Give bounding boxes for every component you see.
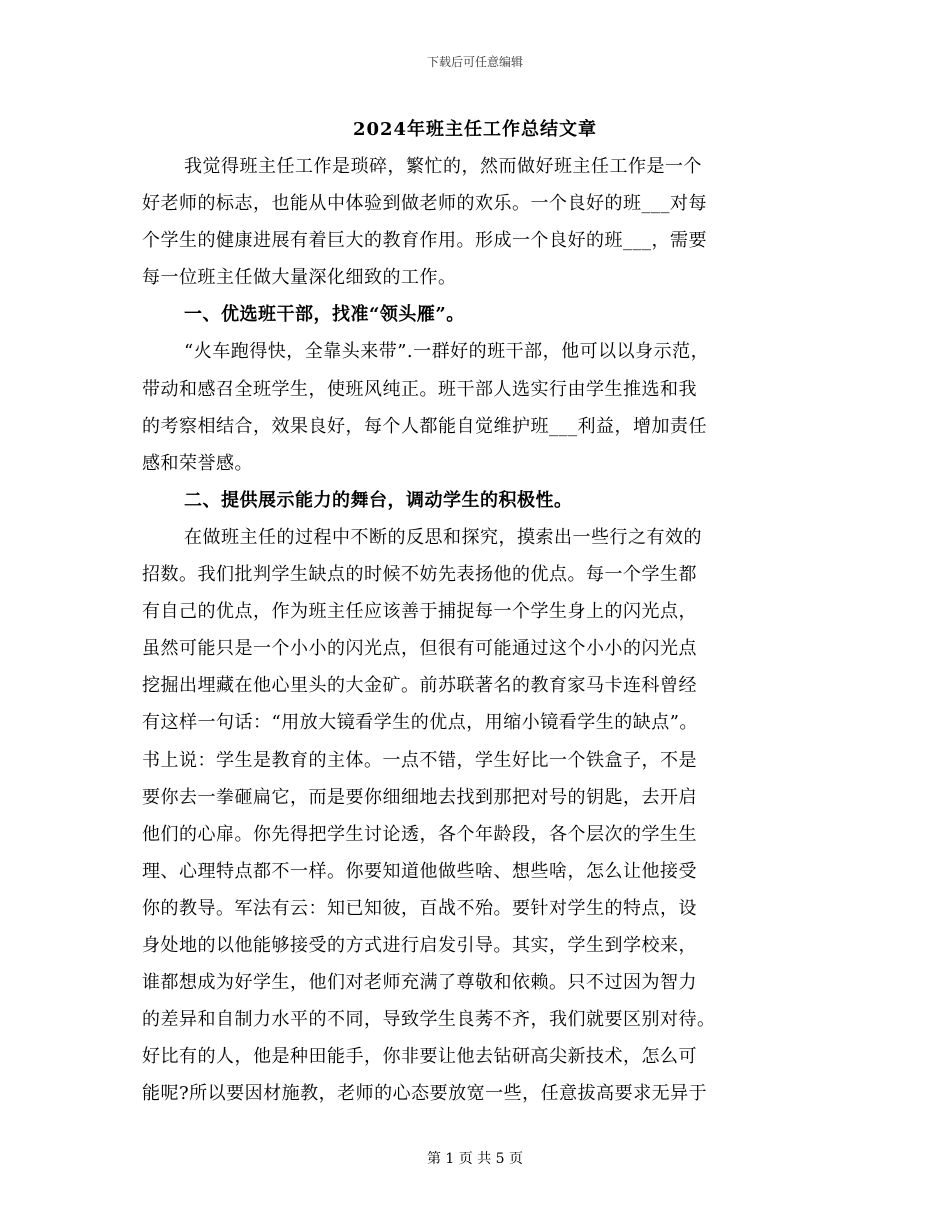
body-line: 的考察相结合，效果良好，每个人都能自觉维护班___利益，增加责任 bbox=[142, 415, 707, 437]
body-line: 每一位班主任做大量深化细致的工作。 bbox=[142, 267, 457, 289]
body-line: 我觉得班主任工作是琐碎，繁忙的，然而做好班主任工作是一个 bbox=[184, 156, 702, 177]
section-heading-2: 二、提供展示能力的舞台，调动学生的积极性。 bbox=[184, 489, 573, 511]
body-line: 带动和感召全班学生，使班风纯正。班干部人选实行由学生推选和我 bbox=[142, 378, 697, 400]
body-line: 书上说：学生是教育的主体。一点不错，学生好比一个铁盒子，不是 bbox=[142, 749, 697, 771]
body-line: 挖掘出埋藏在他心里头的大金矿。前苏联著名的教育家马卡连科曾经 bbox=[142, 675, 697, 697]
body-line: 有自己的优点，作为班主任应该善于捕捉每一个学生身上的闪光点， bbox=[142, 601, 697, 623]
body-line: “火车跑得快，全靠头来带”.一群好的班干部，他可以以身示范， bbox=[184, 341, 710, 363]
body-line: 他们的心扉。你先得把学生讨论透，各个年龄段，各个层次的学生生 bbox=[142, 823, 697, 845]
page-header-note: 下载后可任意编辑 bbox=[426, 55, 523, 69]
section-heading-1: 一、优选班干部，找准“领头雁”。 bbox=[184, 304, 465, 326]
body-line: 身处地的以他能够接受的方式进行启发引导。其实，学生到学校来， bbox=[142, 934, 697, 956]
body-line: 招数。我们批判学生缺点的时候不妨先表扬他的优点。每一个学生都 bbox=[142, 564, 697, 586]
document-title: 2024年班主任工作总结文章 bbox=[352, 119, 598, 140]
document-body bbox=[142, 148, 822, 1112]
body-line: 个学生的健康进展有着巨大的教育作用。形成一个良好的班___，需要 bbox=[142, 230, 707, 252]
body-line: 在做班主任的过程中不断的反思和探究，摸索出一些行之有效的 bbox=[184, 526, 702, 548]
body-line: 理、心理特点都不一样。你要知道他做些啥、想些啥，怎么让他接受 bbox=[142, 860, 697, 882]
body-line: 有这样一句话：“用放大镜看学生的优点，用缩小镜看学生的缺点”。 bbox=[142, 712, 698, 734]
body-line: 能呢?所以要因材施教，老师的心态要放宽一些，任意拔高要求无异于 bbox=[142, 1083, 708, 1105]
page-number: 第 1 页 共 5 页 bbox=[426, 1151, 524, 1167]
body-line: 感和荣誉感。 bbox=[142, 452, 253, 474]
body-line: 你的教导。军法有云：知已知彼，百战不殆。要针对学生的特点，设 bbox=[142, 897, 697, 919]
body-line: 好比有的人，他是种田能手，你非要让他去钻研高尖新技术，怎么可 bbox=[142, 1046, 697, 1068]
body-line: 好老师的标志，也能从中体验到做老师的欢乐。一个良好的班___对每 bbox=[142, 193, 707, 215]
body-line: 要你去一拳砸扁它，而是要你细细地去找到那把对号的钥匙，去开启 bbox=[142, 786, 697, 808]
body-line: 谁都想成为好学生，他们对老师充满了尊敬和依赖。只不过因为智力 bbox=[142, 972, 697, 994]
body-line: 虽然可能只是一个小小的闪光点，但很有可能通过这个小小的闪光点 bbox=[142, 638, 697, 660]
body-line: 的差异和自制力水平的不同，导致学生良莠不齐，我们就要区别对待。 bbox=[142, 1009, 716, 1031]
